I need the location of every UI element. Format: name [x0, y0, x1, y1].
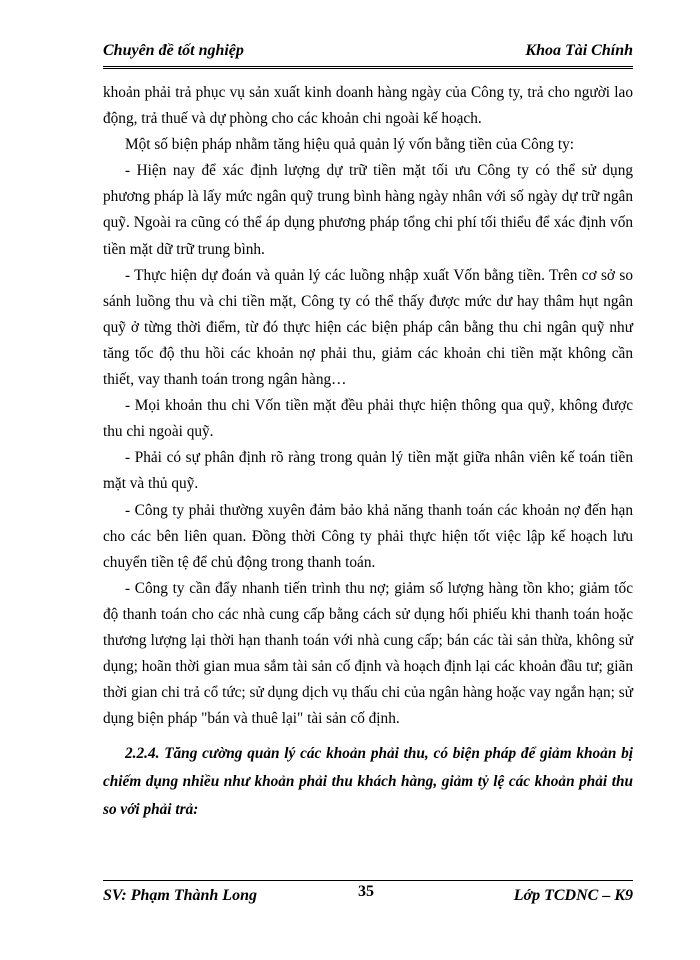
paragraph-intro: Một số biện pháp nhằm tăng hiệu quả quản lý vốn bằng tiền của Công ty:	[125, 136, 575, 154]
paragraph-bullet: - Phải có sự phân định rõ ràng trong quản lý tiền mặt giữa nhân viên kế toán tiền mặt và thủ quỹ.	[103, 449, 633, 493]
paragraph-continuation: khoản phải trả phục vụ sản xuất kinh doanh hàng ngày của Công ty, trả cho người lao động, trả thuế và dự phòng cho các khoản chi ngoài kế hoạch.	[103, 84, 633, 128]
page-number: 35	[358, 883, 374, 900]
page-body	[103, 80, 633, 824]
footer-class: Lớp TCDNC – K9	[513, 887, 633, 904]
section-heading: 2.2.4. Tăng cường quản lý các khoản phải thu, có biện pháp để giảm khoản bị chiếm dụng nhiều như khoản phải thu khách hàng, giảm tỷ lệ các khoản phải thu so với phải trả:	[103, 745, 633, 819]
paragraph-bullet: - Thực hiện dự đoán và quản lý các luồng nhập xuất Vốn bằng tiền. Trên cơ sở so sánh luồng thu và chi tiền mặt, Công ty có thể thấy được mức dư hay thâm hụt ngân quỹ ở từng thời điểm, từ đó thực hiện các biện pháp cân bằng thu chi ngân quỹ như tăng tốc độ thu hồi các khoản nợ phải thu, giảm các khoản chi tiền mặt không cần thiết, vay thanh toán trong ngân hàng…	[103, 266, 633, 389]
paragraph-bullet: - Công ty phải thường xuyên đảm bảo khả năng thanh toán các khoản nợ đến hạn cho các bên liên quan. Đồng thời Công ty phải thực hiện tốt việc lập kế hoạch lưu chuyển tiền tệ để chủ động trong thanh toán.	[103, 501, 633, 571]
page-header	[103, 34, 633, 69]
paragraph-bullet: - Mọi khoản thu chi Vốn tiền mặt đều phải thực hiện thông qua quỹ, không được thu chi ngoài quỹ.	[103, 397, 633, 441]
page-footer	[103, 880, 633, 909]
paragraph-bullet: - Công ty cần đẩy nhanh tiến trình thu nợ; giảm số lượng hàng tồn kho; giảm tốc độ thanh toán cho các nhà cung cấp bằng cách sử dụng hối phiếu khi thanh toán hoặc thương lượng lại thời hạn thanh toán với nhà cung cấp; bán các tài sản thừa, không sử dụng; hoãn thời gian mua sắm tài sản cố định và hoạch định lại các khoản đầu tư; giãn thời gian chi trả cổ tức; sử dụng dịch vụ thấu chi của ngân hàng hoặc vay ngắn hạn; sử dụng biện pháp "bán và thuê lại" tài sản cố định.	[103, 579, 633, 728]
footer-student-name: SV: Phạm Thành Long	[103, 887, 257, 904]
header-faculty: Khoa Tài Chính	[525, 42, 633, 59]
paragraph-bullet: - Hiện nay để xác định lượng dự trữ tiền mặt tối ưu Công ty có thể sử dụng phương pháp là lấy mức ngân quỹ trung bình hàng ngày nhân với số ngày dự trữ ngân quỹ. Ngoài ra cũng có thể áp dụng phương pháp tổng chi phí tối thiểu để xác định vốn tiền mặt dữ trữ trung bình.	[103, 162, 633, 258]
header-document-type: Chuyên đề tốt nghiệp	[103, 42, 244, 59]
